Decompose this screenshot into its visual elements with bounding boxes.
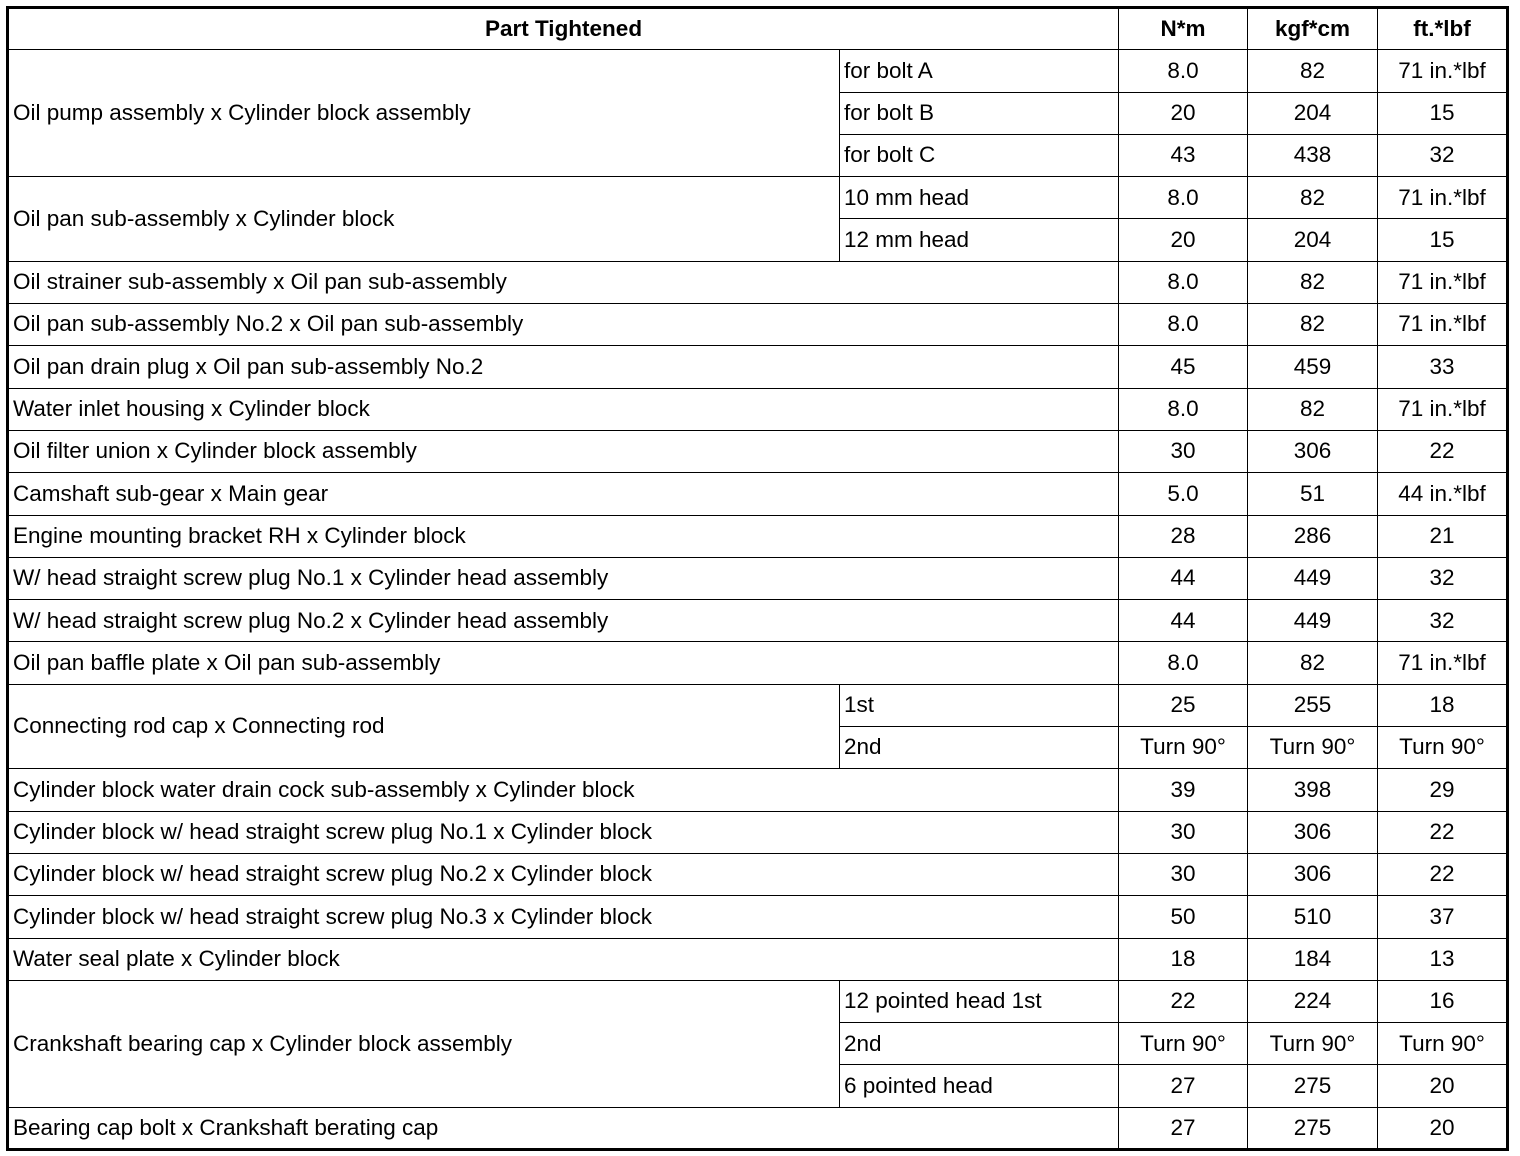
ft-lbf-value-cell: 18 xyxy=(1378,684,1508,726)
kgf-cm-value-cell: 459 xyxy=(1248,346,1378,388)
nm-value-cell: 25 xyxy=(1119,684,1248,726)
table-row xyxy=(8,1107,1508,1149)
kgf-cm-value-cell: 82 xyxy=(1248,261,1378,303)
table-row xyxy=(8,515,1508,557)
nm-value-cell: 30 xyxy=(1119,853,1248,895)
ft-lbf-value-cell: 71 in.*lbf xyxy=(1378,177,1508,219)
nm-value-cell: Turn 90° xyxy=(1119,727,1248,769)
ft-lbf-value-cell: 71 in.*lbf xyxy=(1378,304,1508,346)
kgf-cm-value-cell: 82 xyxy=(1248,177,1378,219)
part-name-cell: Oil pan drain plug x Oil pan sub-assembly No.2 xyxy=(8,346,1119,388)
nm-value-cell: 8.0 xyxy=(1119,50,1248,92)
nm-value-cell: 30 xyxy=(1119,430,1248,472)
kgf-cm-value-cell: 82 xyxy=(1248,50,1378,92)
kgf-cm-value-cell: 275 xyxy=(1248,1107,1378,1149)
kgf-cm-value-cell: 438 xyxy=(1248,134,1378,176)
kgf-cm-value-cell: 306 xyxy=(1248,853,1378,895)
torque-specification-table xyxy=(6,6,1509,1151)
table-row xyxy=(8,769,1508,811)
nm-value-cell: 8.0 xyxy=(1119,261,1248,303)
table-row xyxy=(8,261,1508,303)
kgf-cm-value-cell: 449 xyxy=(1248,600,1378,642)
table-row xyxy=(8,642,1508,684)
nm-value-cell: 8.0 xyxy=(1119,642,1248,684)
nm-value-cell: 27 xyxy=(1119,1107,1248,1149)
nm-value-cell: 18 xyxy=(1119,938,1248,980)
kgf-cm-value-cell: 82 xyxy=(1248,304,1378,346)
part-name-cell: Water seal plate x Cylinder block xyxy=(8,938,1119,980)
ft-lbf-value-cell: 71 in.*lbf xyxy=(1378,642,1508,684)
condition-cell: 10 mm head xyxy=(840,177,1119,219)
kgf-cm-value-cell: 51 xyxy=(1248,473,1378,515)
kgf-cm-value-cell: 82 xyxy=(1248,388,1378,430)
part-name-cell: Cylinder block w/ head straight screw plug No.2 x Cylinder block xyxy=(8,853,1119,895)
ft-lbf-value-cell: 32 xyxy=(1378,134,1508,176)
ft-lbf-value-cell: 32 xyxy=(1378,557,1508,599)
nm-value-cell: 22 xyxy=(1119,980,1248,1022)
table-row xyxy=(8,896,1508,938)
condition-cell: 1st xyxy=(840,684,1119,726)
kgf-cm-value-cell: 510 xyxy=(1248,896,1378,938)
kgf-cm-value-cell: 286 xyxy=(1248,515,1378,557)
header-nm: N*m xyxy=(1119,8,1248,50)
ft-lbf-value-cell: 22 xyxy=(1378,853,1508,895)
condition-cell: for bolt C xyxy=(840,134,1119,176)
kgf-cm-value-cell: 306 xyxy=(1248,430,1378,472)
part-name-cell: Oil filter union x Cylinder block assembly xyxy=(8,430,1119,472)
kgf-cm-value-cell: 306 xyxy=(1248,811,1378,853)
nm-value-cell: 30 xyxy=(1119,811,1248,853)
table-row xyxy=(8,388,1508,430)
part-name-cell: Cylinder block w/ head straight screw plug No.1 x Cylinder block xyxy=(8,811,1119,853)
table-row xyxy=(8,473,1508,515)
condition-cell: 2nd xyxy=(840,1023,1119,1065)
table-row xyxy=(8,177,1508,219)
nm-value-cell: 43 xyxy=(1119,134,1248,176)
nm-value-cell: 20 xyxy=(1119,219,1248,261)
kgf-cm-value-cell: Turn 90° xyxy=(1248,727,1378,769)
nm-value-cell: 5.0 xyxy=(1119,473,1248,515)
ft-lbf-value-cell: 71 in.*lbf xyxy=(1378,261,1508,303)
nm-value-cell: 8.0 xyxy=(1119,177,1248,219)
part-name-cell: Oil pan sub-assembly x Cylinder block xyxy=(8,177,840,262)
part-name-cell: Cylinder block water drain cock sub-assembly x Cylinder block xyxy=(8,769,1119,811)
part-name-cell: Oil pan baffle plate x Oil pan sub-assembly xyxy=(8,642,1119,684)
ft-lbf-value-cell: 44 in.*lbf xyxy=(1378,473,1508,515)
ft-lbf-value-cell: Turn 90° xyxy=(1378,1023,1508,1065)
ft-lbf-value-cell: 15 xyxy=(1378,219,1508,261)
header-part-tightened: Part Tightened xyxy=(8,8,1119,50)
table-row xyxy=(8,811,1508,853)
ft-lbf-value-cell: 20 xyxy=(1378,1065,1508,1107)
ft-lbf-value-cell: 13 xyxy=(1378,938,1508,980)
part-name-cell: Connecting rod cap x Connecting rod xyxy=(8,684,840,769)
table-row xyxy=(8,50,1508,92)
table-row xyxy=(8,430,1508,472)
table-row xyxy=(8,600,1508,642)
ft-lbf-value-cell: 29 xyxy=(1378,769,1508,811)
header-row xyxy=(8,8,1508,50)
table-row xyxy=(8,304,1508,346)
nm-value-cell: 44 xyxy=(1119,557,1248,599)
header-kgf-cm: kgf*cm xyxy=(1248,8,1378,50)
part-name-cell: Oil pan sub-assembly No.2 x Oil pan sub-assembly xyxy=(8,304,1119,346)
part-name-cell: W/ head straight screw plug No.2 x Cylinder head assembly xyxy=(8,600,1119,642)
nm-value-cell: Turn 90° xyxy=(1119,1023,1248,1065)
table-row xyxy=(8,557,1508,599)
part-name-cell: Camshaft sub-gear x Main gear xyxy=(8,473,1119,515)
condition-cell: for bolt A xyxy=(840,50,1119,92)
condition-cell: 12 mm head xyxy=(840,219,1119,261)
nm-value-cell: 28 xyxy=(1119,515,1248,557)
header-ft-lbf: ft.*lbf xyxy=(1378,8,1508,50)
nm-value-cell: 8.0 xyxy=(1119,388,1248,430)
part-name-cell: Water inlet housing x Cylinder block xyxy=(8,388,1119,430)
ft-lbf-value-cell: 32 xyxy=(1378,600,1508,642)
ft-lbf-value-cell: 22 xyxy=(1378,430,1508,472)
ft-lbf-value-cell: 15 xyxy=(1378,92,1508,134)
nm-value-cell: 45 xyxy=(1119,346,1248,388)
table-row xyxy=(8,346,1508,388)
table-row xyxy=(8,980,1508,1022)
part-name-cell: Oil strainer sub-assembly x Oil pan sub-assembly xyxy=(8,261,1119,303)
ft-lbf-value-cell: 20 xyxy=(1378,1107,1508,1149)
kgf-cm-value-cell: 204 xyxy=(1248,219,1378,261)
nm-value-cell: 50 xyxy=(1119,896,1248,938)
ft-lbf-value-cell: 16 xyxy=(1378,980,1508,1022)
condition-cell: 12 pointed head 1st xyxy=(840,980,1119,1022)
table-row xyxy=(8,684,1508,726)
kgf-cm-value-cell: 184 xyxy=(1248,938,1378,980)
ft-lbf-value-cell: Turn 90° xyxy=(1378,727,1508,769)
kgf-cm-value-cell: 82 xyxy=(1248,642,1378,684)
condition-cell: 6 pointed head xyxy=(840,1065,1119,1107)
nm-value-cell: 20 xyxy=(1119,92,1248,134)
condition-cell: 2nd xyxy=(840,727,1119,769)
kgf-cm-value-cell: 224 xyxy=(1248,980,1378,1022)
nm-value-cell: 39 xyxy=(1119,769,1248,811)
ft-lbf-value-cell: 71 in.*lbf xyxy=(1378,50,1508,92)
table-body xyxy=(8,50,1508,1150)
ft-lbf-value-cell: 71 in.*lbf xyxy=(1378,388,1508,430)
part-name-cell: W/ head straight screw plug No.1 x Cylinder head assembly xyxy=(8,557,1119,599)
nm-value-cell: 8.0 xyxy=(1119,304,1248,346)
table-row xyxy=(8,853,1508,895)
part-name-cell: Crankshaft bearing cap x Cylinder block assembly xyxy=(8,980,840,1107)
kgf-cm-value-cell: Turn 90° xyxy=(1248,1023,1378,1065)
condition-cell: for bolt B xyxy=(840,92,1119,134)
part-name-cell: Engine mounting bracket RH x Cylinder block xyxy=(8,515,1119,557)
part-name-cell: Oil pump assembly x Cylinder block assembly xyxy=(8,50,840,177)
nm-value-cell: 27 xyxy=(1119,1065,1248,1107)
ft-lbf-value-cell: 22 xyxy=(1378,811,1508,853)
kgf-cm-value-cell: 398 xyxy=(1248,769,1378,811)
ft-lbf-value-cell: 33 xyxy=(1378,346,1508,388)
kgf-cm-value-cell: 449 xyxy=(1248,557,1378,599)
kgf-cm-value-cell: 255 xyxy=(1248,684,1378,726)
table-row xyxy=(8,938,1508,980)
ft-lbf-value-cell: 21 xyxy=(1378,515,1508,557)
nm-value-cell: 44 xyxy=(1119,600,1248,642)
part-name-cell: Bearing cap bolt x Crankshaft berating cap xyxy=(8,1107,1119,1149)
part-name-cell: Cylinder block w/ head straight screw plug No.3 x Cylinder block xyxy=(8,896,1119,938)
kgf-cm-value-cell: 275 xyxy=(1248,1065,1378,1107)
kgf-cm-value-cell: 204 xyxy=(1248,92,1378,134)
ft-lbf-value-cell: 37 xyxy=(1378,896,1508,938)
